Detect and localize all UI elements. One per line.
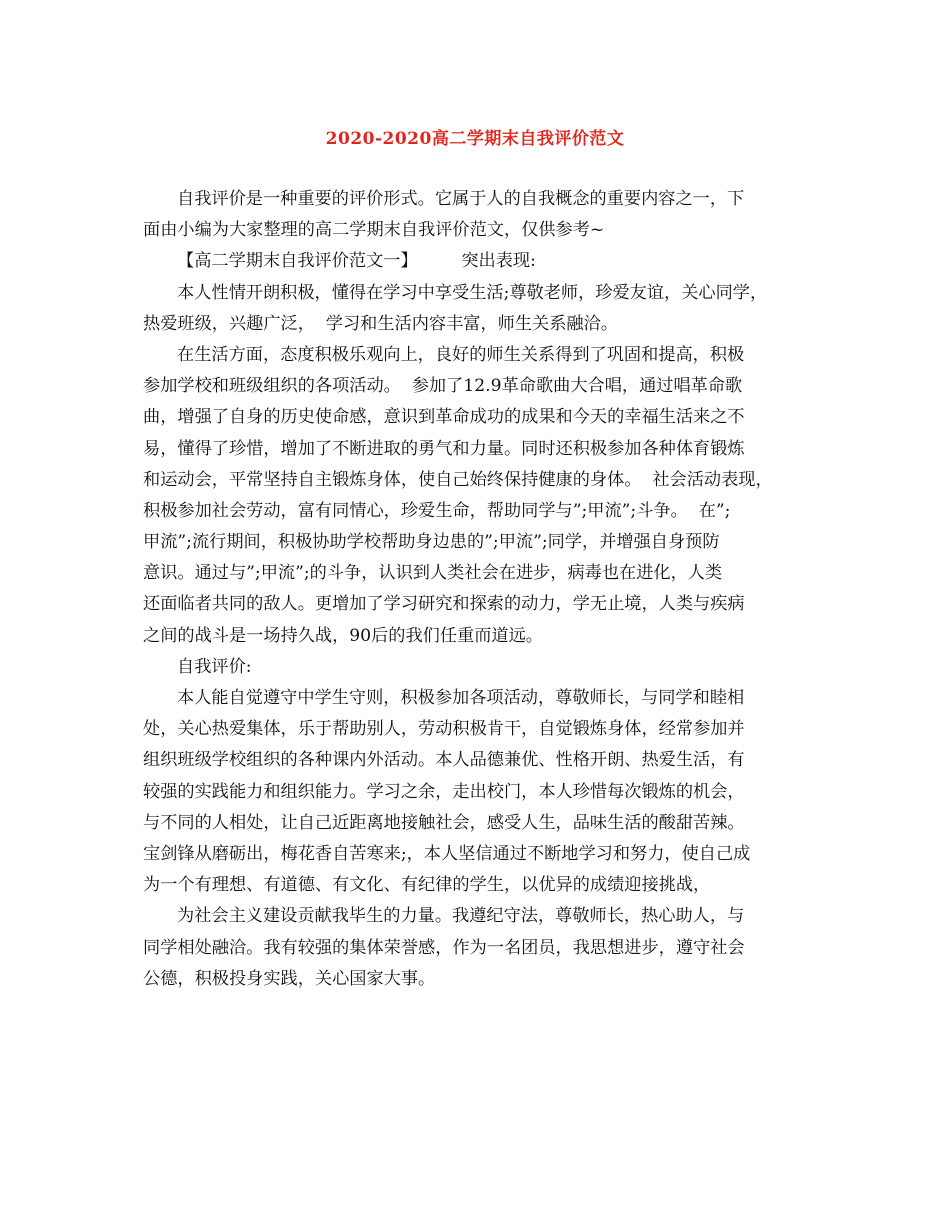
body-text-line: 为一个有理想、有道德、有文化、有纪律的学生，以优异的成绩迎接挑战，	[143, 875, 711, 896]
body-text-line: 组织班级学校组织的各种课内外活动。本人品德兼优、性格开朗、热爱生活，有	[143, 750, 745, 771]
body-text-line: 处，关心热爱集体，乐于帮助别人，劳动积极肯干，自觉锻炼身体，经常参加并	[143, 719, 745, 740]
body-text-line: 同学相处融洽。我有较强的集体荣誉感，作为一名团员，我思想进步，遵守社会	[143, 937, 745, 958]
body-text-line: 公德，积极投身实践，关心国家大事。	[143, 968, 436, 989]
body-text-line: 还面临者共同的敌人。更增加了学习研究和探索的动力，学无止境，人类与疾病	[143, 594, 745, 615]
body-text-line: 面由小编为大家整理的高二学期末自我评价范文，仅供参考~	[143, 220, 605, 241]
body-text-line: 与不同的人相处，让自己近距离地接触社会，感受人生，品味生活的酸甜苦辣。	[143, 812, 745, 833]
body-text-line: 之间的战斗是一场持久战，90后的我们任重而道远。	[143, 625, 543, 646]
body-text-line: 和运动会，平常坚持自主锻炼身体，使自己始终保持健康的身体。 社会活动表现，	[143, 469, 773, 490]
body-text-line: 宝剑锋从磨砺出，梅花香自苦寒来;，本人坚信通过不断地学习和努力，使自己成	[143, 843, 751, 864]
body-text-line: 自我评价是一种重要的评价形式。它属于人的自我概念的重要内容之一，下	[177, 189, 745, 209]
body-text-line: 甲流”;流行期间，积极协助学校帮助身边患的”;甲流”;同学，并增强自身预防	[143, 532, 720, 553]
body-text-line: 较强的实践能力和组织能力。学习之余，走出校门，本人珍惜每次锻炼的机会，	[143, 781, 745, 802]
body-text-line: 本人性情开朗积极，懂得在学习中享受生活;尊敬老师，珍爱友谊，关心同学，	[177, 282, 768, 303]
body-text-line: 【高二学期末自我评价范文一】 突出表现:	[177, 251, 536, 272]
body-text-line: 在生活方面，态度积极乐观向上，良好的师生关系得到了巩固和提高，积极	[177, 344, 745, 365]
body-text-line: 意识。通过与”;甲流”;的斗争，认识到人类社会在进步，病毒也在进化，人类	[143, 563, 723, 584]
document-body	[143, 184, 811, 995]
body-text-line: 为社会主义建设贡献我毕生的力量。我遵纪守法，尊敬师长，热心助人，与	[177, 906, 745, 927]
body-text-line: 热爱班级，兴趣广泛， 学习和生活内容丰富，师生关系融洽。	[143, 313, 618, 334]
body-text-line: 曲，增强了自身的历史使命感，意识到革命成功的成果和今天的幸福生活来之不	[143, 407, 745, 428]
document-title: 2020-2020高二学期末自我评价范文	[325, 129, 625, 149]
body-text-line: 自我评价:	[177, 656, 252, 677]
body-text-line: 本人能自觉遵守中学生守则，积极参加各项活动，尊敬师长，与同学和睦相	[177, 688, 745, 708]
body-text-line: 易，懂得了珍惜，增加了不断进取的勇气和力量。同时还积极参加各种体育锻炼	[143, 438, 745, 459]
body-text-line: 参加学校和班级组织的各项活动。 参加了12.9革命歌曲大合唱，通过唱革命歌	[143, 376, 743, 397]
body-text-line: 积极参加社会劳动，富有同情心，珍爱生命，帮助同学与”;甲流”;斗争。 在”;	[143, 500, 731, 521]
